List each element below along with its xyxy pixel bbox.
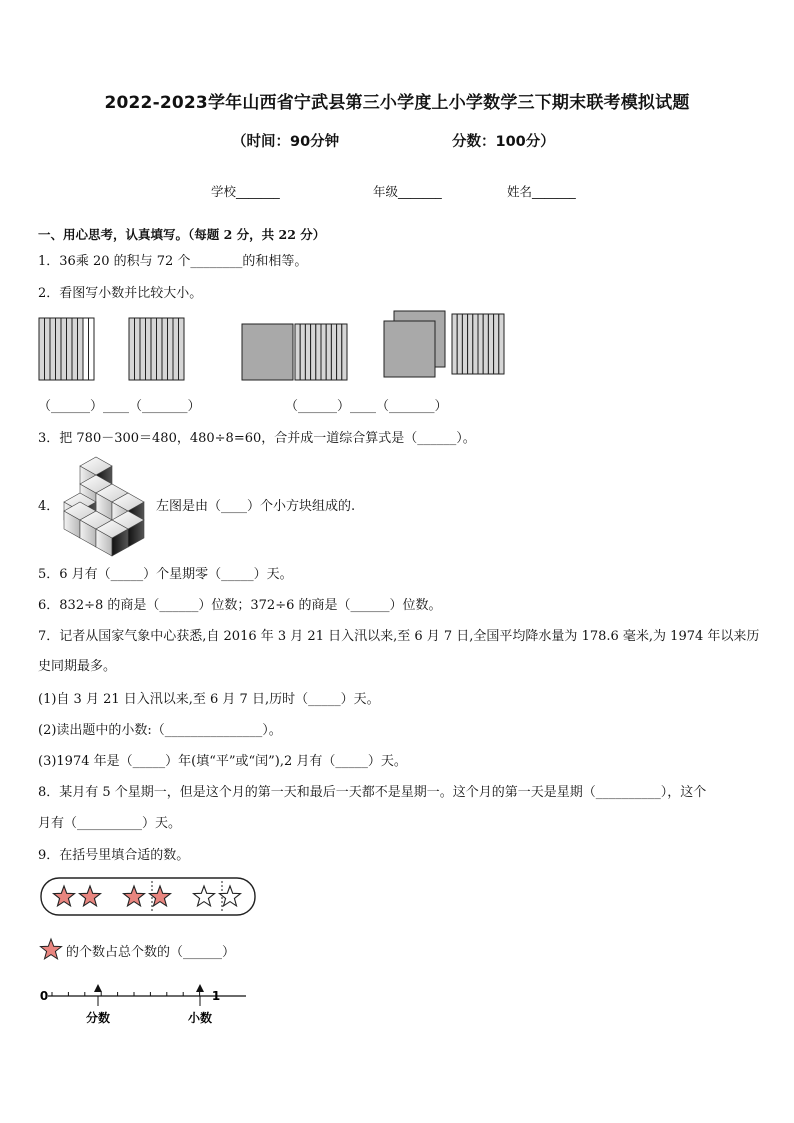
strip xyxy=(494,314,499,374)
strip xyxy=(50,318,56,380)
question-4-text: 左图是由（____）个小方块组成的. xyxy=(156,499,356,514)
fraction-arrow-icon xyxy=(94,984,102,992)
number-line-zero: 0 xyxy=(39,989,49,1003)
strip xyxy=(89,318,95,380)
strip xyxy=(56,318,62,380)
question-6: 6．832÷8 的商是（______）位数；372÷6 的商是（______）位数。 xyxy=(38,598,442,613)
question-7-part-3: (3)1974 年是（_____）年(填“平”或“闰”),2 月有（_____）天。 xyxy=(38,754,407,769)
question-9: 9．在括号里填合适的数。 xyxy=(38,848,190,863)
strip xyxy=(300,324,305,380)
strip xyxy=(168,318,174,380)
question-1: 1．36乘 20 的积与 72 个________的和相等。 xyxy=(38,254,308,269)
question-2: 2．看图写小数并比较大小。 xyxy=(38,286,203,301)
decimal-strips-b xyxy=(129,318,184,380)
strip xyxy=(311,324,316,380)
exam-title: 2022-2023学年山西省宁武县第三小学度上小学数学三下期末联考模拟试题 xyxy=(104,93,690,113)
strip xyxy=(316,324,321,380)
strip xyxy=(295,324,300,380)
strip xyxy=(61,318,67,380)
q2-answer-blanks-left[interactable]: （______）____（_______） xyxy=(38,399,201,414)
strip xyxy=(326,324,331,380)
strip xyxy=(331,324,336,380)
strip xyxy=(135,318,141,380)
grade-field[interactable]: 年级_______ xyxy=(373,184,442,199)
star-group-figure xyxy=(40,877,258,917)
question-7-part-2: (2)读出题中的小数:（_______________）。 xyxy=(38,723,282,738)
question-3: 3．把 780－300＝480，480÷8=60，合并成一道综合算式是（______）。 xyxy=(38,431,476,446)
strip xyxy=(173,318,179,380)
strip xyxy=(473,314,478,374)
exam-score: 分数：100分） xyxy=(452,134,555,150)
strip xyxy=(179,318,185,380)
question-7-part-1: (1)自 3 月 21 日入汛以来,至 6 月 7 日,历时（_____）天。 xyxy=(38,692,380,707)
strip xyxy=(146,318,152,380)
filled-star-icon xyxy=(39,938,63,962)
strip xyxy=(468,314,473,374)
decimal-strips-a xyxy=(39,318,94,380)
whole-square-a xyxy=(242,324,293,380)
q2-figure-right xyxy=(240,309,510,381)
question-9-star-text[interactable]: 的个数占总个数的（______） xyxy=(66,945,236,960)
whole-square-front xyxy=(384,321,435,377)
strip xyxy=(162,318,168,380)
decimal-strips-c xyxy=(295,324,347,380)
strip xyxy=(499,314,504,374)
strip xyxy=(39,318,45,380)
question-8-line-1: 8．某月有 5 个星期一，但是这个月的第一天和最后一天都不是星期一。这个月的第一天是星期（__________），这个 xyxy=(38,785,707,800)
strip xyxy=(157,318,163,380)
strip xyxy=(462,314,467,374)
question-7-line-2: 史同期最多。 xyxy=(38,659,117,674)
name-field[interactable]: 姓名_______ xyxy=(507,184,576,199)
strip xyxy=(305,324,310,380)
decimal-strips-d xyxy=(452,314,504,374)
strip xyxy=(478,314,483,374)
decimal-arrow-icon xyxy=(196,984,204,992)
strip xyxy=(151,318,157,380)
strip xyxy=(337,324,342,380)
strip xyxy=(342,324,347,380)
strip xyxy=(129,318,135,380)
question-4-number: 4． xyxy=(38,499,60,514)
strip xyxy=(457,314,462,374)
strip xyxy=(488,314,493,374)
question-7-line-1: 7．记者从国家气象中心获悉,自 2016 年 3 月 21 日入汛以来,至 6 月 7 日,全国平均降水量为 178.6 毫米,为 1974 年以来历 xyxy=(38,629,760,644)
cube-stack-figure xyxy=(60,456,155,548)
strip xyxy=(67,318,73,380)
q2-answer-blanks-right[interactable]: （______）____（_______） xyxy=(285,399,448,414)
decimal-label: 小数 xyxy=(187,1011,213,1025)
question-5: 5．6 月有（_____）个星期零（_____）天。 xyxy=(38,567,293,582)
strip xyxy=(78,318,84,380)
q2-figure-left xyxy=(38,316,188,382)
strip xyxy=(452,314,457,374)
exam-time: （时间：90分钟 xyxy=(232,134,340,150)
strip xyxy=(321,324,326,380)
school-field[interactable]: 学校_______ xyxy=(211,184,280,199)
strip xyxy=(83,318,89,380)
strip xyxy=(72,318,78,380)
number-line-one: 1 xyxy=(211,989,221,1003)
question-8-line-2: 月有（__________）天。 xyxy=(38,816,182,831)
strip xyxy=(140,318,146,380)
section-heading: 一、用心思考，认真填写。（每题 2 分，共 22 分） xyxy=(38,227,326,242)
strip xyxy=(483,314,488,374)
number-line xyxy=(40,982,250,1032)
strip xyxy=(45,318,51,380)
fraction-label: 分数 xyxy=(85,1011,111,1025)
